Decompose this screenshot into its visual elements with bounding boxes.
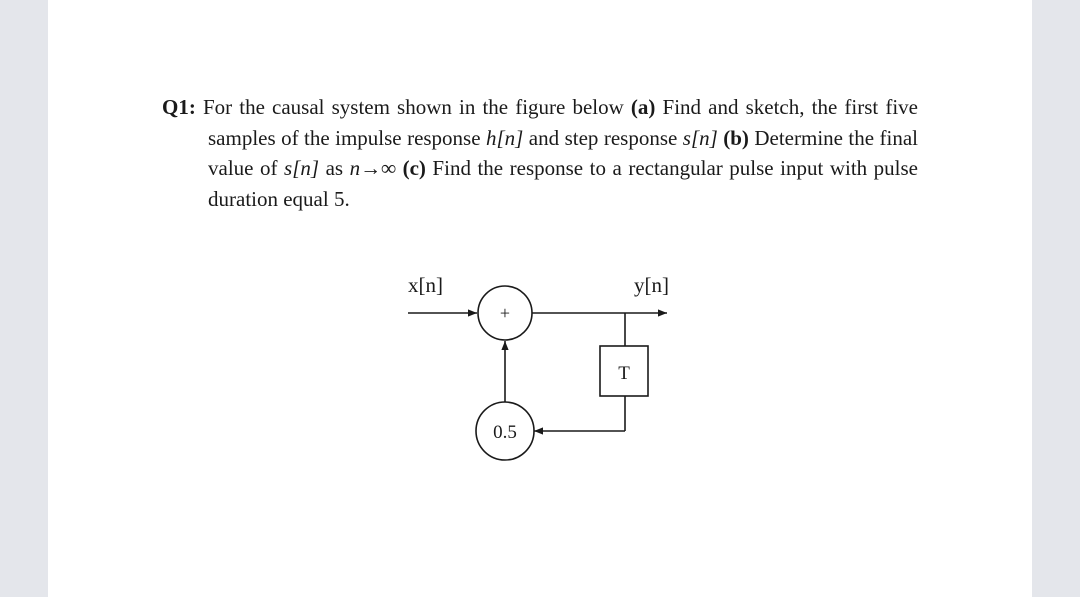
step-response-symbol-2: s[n]: [284, 156, 320, 180]
step-response-symbol: s[n]: [682, 125, 718, 150]
question-paragraph: Q1: For the causal system shown in the figure below (a) Find and sketch, the first five samples of the impulse response h[n] and step response s[n] (b) Determine the final value of s[n] as n→∞ (c) Find the response to a rectangular pulse input with pulse duration equal 5.: [162, 95, 919, 211]
gain-label: 0.5: [493, 422, 517, 443]
question-number: Q1:: [162, 95, 196, 119]
part-a-label: (a): [630, 95, 656, 119]
delay-label: T: [618, 363, 630, 384]
impulse-response-symbol: h[n]: [486, 125, 524, 150]
output-label: y[n]: [634, 273, 669, 297]
part-b-label: (b): [723, 125, 749, 150]
adder-symbol: +: [499, 303, 511, 323]
input-label: x[n]: [408, 273, 443, 297]
part-c-label: (c): [402, 156, 426, 180]
limit-expression: n→∞: [349, 156, 397, 180]
